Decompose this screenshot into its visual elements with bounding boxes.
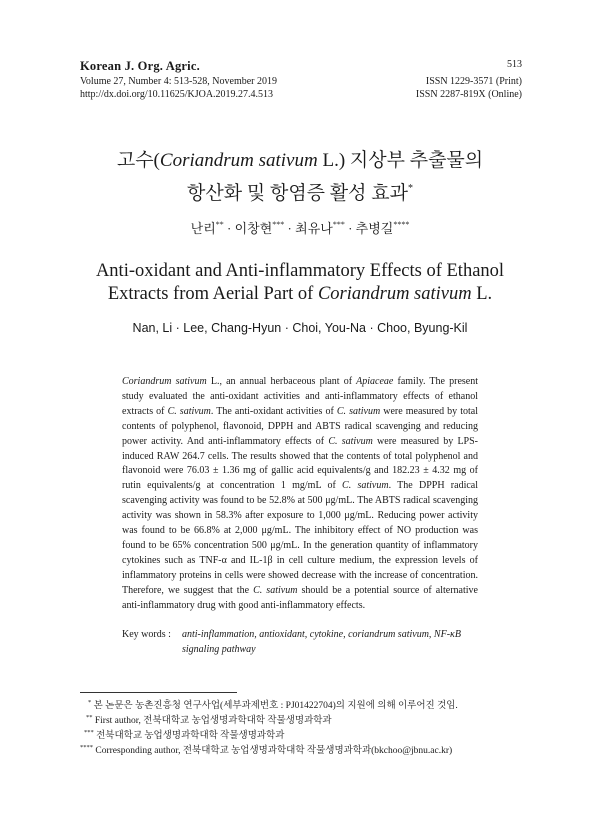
footnote-first-author: ** First author, 전북대학교 농업생명과학대학 작물생명과학과 (86, 714, 332, 726)
english-authors: Nan, Li · Lee, Chang-Hyun · Choi, You-Na · Choo, Byung-Kil (132, 321, 468, 335)
abstract: Coriandrum sativum L., an annual herbaceous plant of Apiaceae family. The present study evaluated the anti-oxidant activities and anti-inflammatory effects of ethanol extracts of C. sativum. The anti-oxidant activities of C. sativum were measured by total contents of polyphenol, flavonoid, DPPH and ABTS radical scavenging and reducing power activity. And anti-inflammatory effects of C. sativum were measured by LPS-induced RAW 264.7 cells. The results showed that the contents of total polyphenol and flavonoid were 76.03 ± 1.36 mg of gallic acid equivalents/g and 182.23 ± 4.32 mg of rutin equivalents/g at concentration 1 mg/mL of C. sativum. The DPPH radical scavenging activity was found to be 52.8% at 500 μg/mL. The ABTS radical scavenging activity was shown in 58.3% after exposure to 1,000 μg/mL. Reducing power activity was found to be 66.8% at 2,000 μg/mL. The inhibitory effect of NO production was found to be 65% concentration 500 μg/mL. In the generation quantity of inflammatory cytokines such as TNF-α and IL-1β in cell culture medium, the expression levels of inflammatory proteins in cells were showed decrease with the increase of concentration. Therefore, we suggest that the C. sativum should be a potential source of alternative anti-inflammatory drug with good anti-inflammatory effects. (122, 376, 479, 611)
korean-authors: 난리** · 이창현*** · 최유나*** · 추병길**** (190, 220, 410, 236)
footnote-divider (80, 692, 237, 693)
korean-title-line-1: 고수(Coriandrum sativum L.) 지상부 추출물의 (116, 150, 484, 171)
title-footnote-mark: * (407, 183, 413, 194)
footnote-corresponding-author: **** Corresponding author, 전북대학교 농업생명과학대학 작물생명과학과(bkchoo@jbnu.ac.kr) (80, 744, 453, 756)
footnote-affiliation: *** 전북대학교 농업생명과학대학 작물생명과학과 (84, 729, 285, 741)
page-number: 513 (507, 59, 522, 70)
english-title-line-2: Extracts from Aerial Part of Coriandrum sativum L. (107, 284, 493, 304)
korean-title-line-2: 항산화 및 항염증 활성 효과* (187, 183, 413, 204)
keywords-label: Key words : (122, 629, 171, 640)
issn-online: ISSN 2287-819X (Online) (415, 89, 522, 100)
doi-link[interactable]: http://dx.doi.org/10.11625/KJOA.2019.27.4.513 (80, 89, 274, 100)
english-title-line-1: Anti-oxidant and Anti-inflammatory Effects of Ethanol (95, 261, 505, 281)
journal-name: Korean J. Org. Agric. (80, 59, 200, 73)
issn-print: ISSN 1229-3571 (Print) (425, 76, 522, 87)
keywords-list: anti-inflammation, antioxidant, cytokine, coriandrum sativum, NF-κB signaling pathway (182, 629, 461, 655)
volume-info: Volume 27, Number 4: 513-528, November 2019 (80, 76, 278, 87)
footnote-funding: * 본 논문은 농촌진흥청 연구사업(세부과제번호 : PJ01422704)의 지원에 의해 이루어진 것임. (88, 699, 458, 711)
